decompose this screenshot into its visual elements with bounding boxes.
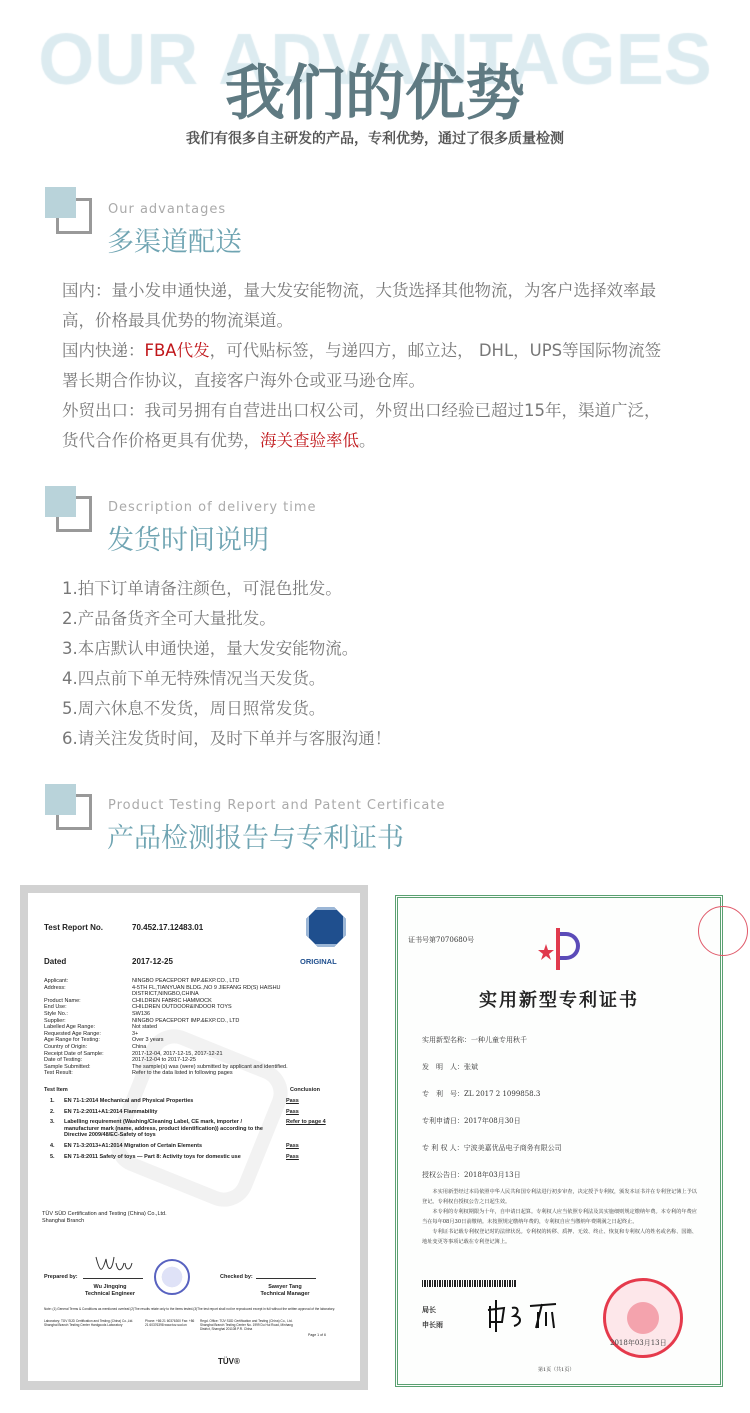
section-marker-square-icon — [45, 486, 76, 517]
test-row — [44, 1119, 344, 1139]
patent-field: 专 利 权 人：宁波美嘉优品电子商务有限公司 — [422, 1144, 562, 1152]
highlight-text: 海关查验率低 — [260, 431, 359, 450]
checked-title: Technical Manager — [260, 1291, 310, 1297]
field-value: Over 3 years — [132, 1037, 164, 1044]
field-value: NINGBO PEACEPORT IMP.&EXP.CO., LTD — [132, 1017, 240, 1024]
signature-line — [256, 1278, 316, 1279]
report-field-row — [44, 978, 344, 985]
patent-paragraph: 本实用新型经过本局依照中华人民共和国专利法进行初步审查，决定授予专利权，颁发本证书并在专利登记簿上予以登记。专利权自授权公告之日起生效。 — [422, 1189, 697, 1205]
field-value: Refer to the data listed in following pages — [132, 1070, 233, 1077]
red-seal-icon — [698, 906, 748, 956]
paragraph-domestic — [62, 276, 662, 336]
contact-info: Phone: +86 21 60376300 Fax: +86 21 60376398 www.tuv-sud.cn — [145, 1319, 195, 1327]
list-item: 1.拍下订单请备注颜色，可混色批发。 — [62, 579, 342, 598]
prepared-title: Technical Engineer — [84, 1291, 136, 1297]
report-fields — [44, 978, 344, 1077]
footer-logo: TÜV® — [218, 1357, 240, 1366]
page-subtitle: 我们有很多自主研发的产品，专利优势，通过了很多质量检测 — [186, 131, 564, 147]
test-conclusion: Pass — [286, 1142, 299, 1149]
report-field-row — [44, 998, 344, 1005]
branch-name: Shanghai Branch — [42, 1218, 85, 1224]
shipping-paragraphs — [62, 276, 662, 456]
report-field-row — [44, 1064, 344, 1071]
field-label: Age Range for Testing: — [44, 1037, 100, 1044]
field-label: Supplier: — [44, 1017, 66, 1024]
report-no: 70.452.17.12483.01 — [132, 923, 204, 932]
patent-field: 专 利 号：ZL 2017 2 1099858.3 — [422, 1090, 541, 1098]
field-label: End Use: — [44, 1004, 67, 1011]
field-value: 2017-12-04, 2017-12-15, 2017-12-21 — [132, 1050, 223, 1057]
patent-paragraph: 本专利的专利权期限为十年，自申请日起算。专利权人应当依照专利法及其实施细则规定缴纳年费。本专利的年费应当在每年08月30日前缴纳。未按照规定缴纳年费的，专利权自应当缴纳年费期满之日起终止。 — [422, 1209, 697, 1225]
report-field-row — [44, 1031, 344, 1038]
paragraph-express — [62, 336, 662, 396]
report-field-row — [44, 1024, 344, 1031]
signature-prepared — [94, 1253, 134, 1275]
test-list — [44, 1098, 344, 1164]
test-item-label: Test Item — [44, 1087, 68, 1093]
section-cn-title: 产品检测报告与专利证书 — [107, 823, 404, 854]
field-value: Not stated — [132, 1024, 158, 1031]
test-row — [44, 1109, 344, 1116]
tuv-logo-icon — [306, 907, 346, 947]
director-name: 申长雨 — [422, 1320, 443, 1329]
text: 外贸出口：我司另拥有自营进出口权公司，外贸出口经验已超过15年，渠道广泛，货代合作价格更具有优势， — [62, 401, 661, 450]
certificate-number: 证书号第7070680号 — [408, 936, 475, 944]
test-number: 2. — [50, 1108, 55, 1115]
report-field-row — [44, 1057, 344, 1064]
test-conclusion: Pass — [286, 1108, 299, 1115]
test-number: 3. — [50, 1119, 55, 1126]
patent-field: 发 明 人：张斌 — [422, 1063, 478, 1071]
test-name: EN 71-8:2011 Safety of toys — Part 8: Activity toys for domestic use — [64, 1153, 241, 1160]
certificate-title: 实用新型专利证书 — [479, 990, 639, 1011]
report-date: 2017-12-25 — [132, 957, 173, 966]
test-row — [44, 1154, 344, 1161]
patent-field: 专利申请日：2017年08月30日 — [422, 1117, 521, 1125]
conclusion-label: Conclusion — [290, 1087, 320, 1093]
report-note: Note: (1) General Terms & Conditions as mentioned overleaf.(2)The results relate only to the items tested.(3)The test report shall not be reproduced except in full without the written approval of the laboratory. — [44, 1307, 335, 1311]
patent-field: 授权公告日：2018年03月13日 — [422, 1171, 521, 1179]
page-number: 第1页（共1页） — [538, 1367, 575, 1373]
patent-office-logo-icon — [536, 928, 576, 970]
list-item: 3.本店默认申通快递，量大发安能物流。 — [62, 639, 359, 658]
test-row — [44, 1098, 344, 1105]
report-field-row — [44, 1011, 344, 1018]
report-field-row — [44, 1070, 344, 1077]
report-field-row — [44, 1004, 344, 1011]
highlight-text: FBA代发 — [144, 341, 210, 360]
report-field-row — [44, 1051, 344, 1058]
report-field-row — [44, 985, 344, 998]
field-value: 2017-12-04 to 2017-12-25 — [132, 1057, 196, 1064]
prepared-label: Prepared by: — [44, 1274, 78, 1280]
list-item: 4.四点前下单无特殊情况当天发货。 — [62, 669, 326, 688]
test-name: EN 71-1:2014 Mechanical and Physical Properties — [64, 1098, 194, 1104]
test-number: 4. — [50, 1142, 55, 1149]
field-value: CHILDREN FABRIC HAMMOCK — [132, 997, 212, 1004]
test-report-image — [20, 885, 368, 1390]
field-label: Requested Age Range: — [44, 1030, 101, 1037]
test-name: EN 71-3:2013+A1:2014 Migration of Certain Elements — [64, 1142, 203, 1149]
field-label: Receipt Date of Sample: — [44, 1050, 104, 1057]
patent-paragraph: 专利证书记载专利权登记时的法律状况。专利权的转移、质押、无效、终止、恢复和专利权人的姓名或名称、国籍、地址变更等事项记载在专利登记簿上。 — [422, 1229, 697, 1245]
section-cn-title: 发货时间说明 — [107, 525, 269, 556]
field-value: 4-5TH FL,TIANYUAN BLDG.,NO 9 JIEFANG RD(S) HAISHU DISTRICT,NINGBO,CHINA — [132, 984, 281, 998]
field-label: Address: — [44, 984, 66, 991]
report-no-label: Test Report No. — [44, 923, 103, 932]
list-item: 2.产品备货齐全可大量批发。 — [62, 609, 276, 628]
checked-label: Checked by: — [220, 1274, 253, 1280]
director-signature — [486, 1298, 566, 1332]
signature-line — [83, 1278, 143, 1279]
seal-date: 2018年03月13日 — [610, 1339, 667, 1347]
list-item: 5.周六休息不发货，周日照常发货。 — [62, 699, 326, 718]
checked-name: Sawyer Tang — [268, 1284, 302, 1290]
lab-info: Laboratory: TÜV SÜD Certification and Testing (China) Co.,Ltd. Shanghai Branch Testing Center Hardgoods Laboratory — [44, 1319, 134, 1327]
patent-body — [422, 1187, 702, 1247]
text: 国内：量小发申通快递，量大发安能物流，大货选择其他物流，为客户选择效率最高，价格最具优势的物流渠道。 — [62, 281, 656, 330]
section-cn-title: 多渠道配送 — [107, 227, 242, 258]
field-label: Labelled Age Range: — [44, 1024, 96, 1031]
field-label: Date of Testing: — [44, 1057, 83, 1064]
prepared-name: Wu Jingqing — [93, 1284, 127, 1290]
barcode-icon — [422, 1280, 517, 1287]
field-label: Product Name: — [44, 997, 81, 1004]
report-field-row — [44, 1044, 344, 1051]
text: 国内快递： — [62, 341, 145, 360]
section-en-title: Product Testing Report and Patent Certificate — [108, 798, 446, 813]
list-item: 6.请关注发货时间，及时下单并与客服沟通！ — [62, 729, 392, 748]
report-field-row — [44, 1037, 344, 1044]
field-value: 3+ — [132, 1030, 139, 1037]
patent-certificate-image — [395, 895, 723, 1387]
field-value: CHILDREN OUTDOOR&INDOOR TOYS — [132, 1004, 232, 1011]
section-en-title: Our advantages — [108, 202, 227, 217]
text: ，可代贴标签，与递四方，邮立达， DHL，UPS等国际物流签署长期合作协议，直接客户海外仓或亚马逊仓库。 — [62, 341, 662, 390]
field-label: Applicant: — [44, 978, 69, 984]
field-value: SW136 — [132, 1010, 151, 1017]
field-value: NINGBO PEACEPORT IMP.&EXP.CO., LTD — [132, 978, 240, 984]
field-label: Test Result: — [44, 1070, 73, 1077]
section-marker-square-icon — [45, 784, 76, 815]
page-number: Page 1 of 6 — [308, 1333, 326, 1337]
field-value: The sample(s) was (were) submitted by applicant and identified. — [132, 1063, 288, 1070]
report-field-row — [44, 1018, 344, 1025]
test-row — [44, 1143, 344, 1150]
page-title: 我们的优势 — [225, 59, 525, 129]
test-conclusion: Pass — [286, 1098, 299, 1104]
test-name: Labelling requirement (Washing/Cleaning Label, CE mark, importer / manufacturer mark (name, address, product identification)) according to the Directive 2009/48/EC-Safety of toys — [64, 1119, 263, 1139]
office-info: Regd. Office: TÜV SÜD Certification and Testing (China) Co., Ltd. Shanghai Branch Testing Center No. 1999 Du Hui Road, Minhang District, Shanghai 201108 P.R. China — [200, 1319, 293, 1331]
field-value: China — [132, 1043, 147, 1050]
paragraph-export — [62, 396, 662, 456]
test-number: 5. — [50, 1153, 55, 1160]
tuv-stamp-icon — [154, 1259, 190, 1295]
text: 。 — [359, 431, 376, 450]
director-label: 局长 — [422, 1305, 436, 1314]
test-name: EN 71-2:2011+A1:2014 Flammability — [64, 1108, 158, 1115]
field-label: Style No.: — [44, 1010, 68, 1017]
patent-field: 实用新型名称：一种儿童专用秋千 — [422, 1036, 527, 1044]
dated-label: Dated — [44, 957, 67, 966]
section-marker-square-icon — [45, 187, 76, 218]
original-mark: ORIGINAL — [300, 957, 337, 966]
field-label: Sample Submitted: — [44, 1063, 91, 1070]
test-conclusion: Pass — [286, 1153, 299, 1160]
delivery-list — [62, 574, 391, 754]
company-name: TÜV SÜD Certification and Testing (China) Co.,Ltd. — [42, 1211, 167, 1217]
test-number: 1. — [50, 1098, 55, 1104]
section-en-title: Description of delivery time — [108, 500, 317, 515]
test-conclusion: Refer to page 4 — [286, 1119, 326, 1126]
field-label: Country of Origin: — [44, 1043, 88, 1050]
